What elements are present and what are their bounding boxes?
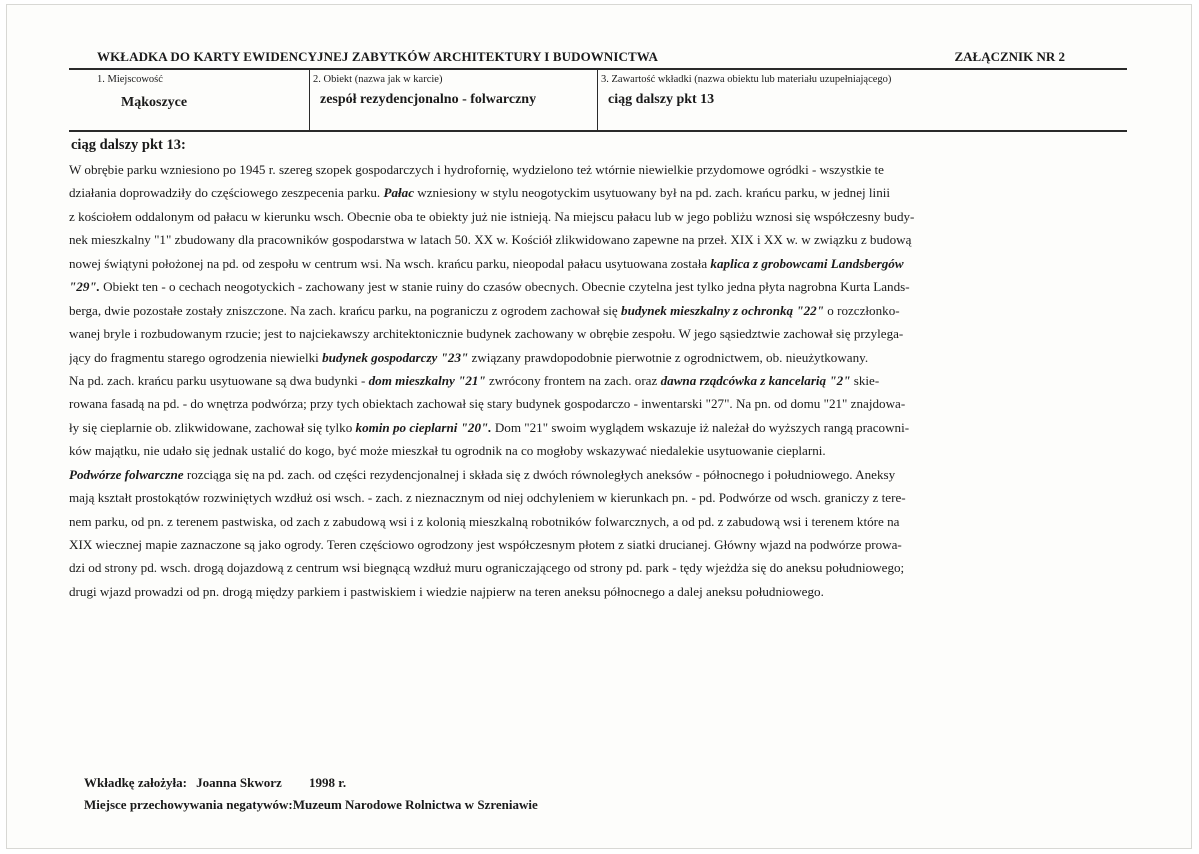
- locality-value: Mąkoszyce: [121, 95, 188, 110]
- content-field: [597, 70, 1127, 130]
- body-line: W obrębie parku wzniesiono po 1945 r. szereg szopek gospodarczych i hydrofornię, wydzielono też wtórnie niewielkie przydomowe ogródki - wszystkie te: [69, 162, 884, 177]
- document-header: [69, 49, 1127, 69]
- body-line: ków majątku, nie udało się jednak ustalić do kogo, być może mieszkał tu ogrodnik na co mogłoby wskazywać niedalekie usytuowanie cieplarni.: [69, 443, 826, 459]
- author-name: Joanna Skworz: [196, 775, 282, 790]
- locality-label: 1. Miejscowość: [97, 74, 163, 85]
- annex-number: ZAŁĄCZNIK NR 2: [954, 49, 1065, 64]
- form-fields-row: [69, 70, 1127, 130]
- emphasis-chimney: komin po cieplarni "20".: [355, 419, 492, 435]
- body-line: działania doprowadziły do częściowego zeszpecenia parku. Pałac wzniesiony w stylu neogotyckim usytuowany był na pd. zach. krańcu parku, w jednej linii: [69, 185, 891, 201]
- storage-line: [84, 794, 538, 816]
- emphasis-building-22: budynek mieszkalny z ochronką "22": [621, 302, 824, 318]
- document-footer: [84, 772, 538, 816]
- content-label: 3. Zawartość wkładki (nazwa obiektu lub materiału uzupełniającego): [601, 74, 892, 85]
- body-line: drugi wjazd prowadzi od pn. drogą między parkiem i pastwiskiem i wiedzie najpierw na teren aneksu północnego a dalej aneksu południowego.: [69, 583, 824, 599]
- locality-field: [69, 70, 309, 130]
- author-year: 1998 r.: [309, 775, 347, 790]
- emphasis-chapel: kaplica z grobowcami Landsbergów: [710, 255, 904, 271]
- body-line: Na pd. zach. krańcu parku usytuowane są dwa budynki - dom mieszkalny "21" zwrócony frontem na zach. oraz dawna rządcówka z kancelarią "2" skie-: [69, 372, 880, 388]
- emphasis-house-21: dom mieszkalny "21": [368, 372, 486, 388]
- body-text: [69, 158, 1141, 603]
- continuation-heading: ciąg dalszy pkt 13:: [71, 137, 186, 153]
- object-value: zespół rezydencjonalno - folwarczny: [320, 92, 537, 107]
- body-line: wanej bryle i rozbudowanym rzucie; jest to najciekawszy architektonicznie budynek zachowany w obrębie zespołu. W jego sąsiedztwie zachował się przylega-: [69, 326, 904, 342]
- body-line: nowej świątyni położonej na pd. od zespołu w centrum wsi. Na wsch. krańcu parku, nieopodal pałacu usytuowana została kaplica z grobowcami Landsbergów: [69, 255, 904, 271]
- body-line: "29". Obiekt ten - o cechach neogotyckich - zachowany jest w stanie ruiny do czasów obecnych. Obecnie czytelna jest tylko jedna płyta nagrobna Kurta Lands-: [69, 279, 910, 295]
- storage-label: Miejsce przechowywania negatywów:: [84, 797, 293, 812]
- emphasis-steward-house: dawna rządcówka z kancelarią "2": [660, 372, 851, 388]
- emphasis-palace: Pałac: [383, 185, 415, 201]
- body-line: Podwórze folwarczne rozciąga się na pd. zach. od części rezydencjonalnej i składa się z dwóch równoległych aneksów - północnego i południowego. Aneksy: [69, 466, 896, 482]
- body-line: berga, dwie pozostałe zostały zniszczone. Na zach. krańcu parku, na pograniczu z ogrodem zachował się budynek mieszkalny z ochronką "22" o rozczłonko-: [69, 302, 900, 318]
- body-line: nem parku, od pn. z terenem pastwiska, od zach z zabudową wsi i z kolonią mieszkalną robotników folwarcznych, a od pd. z zabudową wsi i terenem które na: [69, 513, 900, 529]
- body-line: rowana fasadą na pd. - do wnętrza podwórza; przy tych obiektach zachował się stary budynek gospodarczo - inwentarski "27". Na pn. od domu "21" znajdowa-: [69, 396, 906, 412]
- content-value: ciąg dalszy pkt 13: [608, 92, 715, 107]
- document-title: WKŁADKA DO KARTY EWIDENCYJNEJ ZABYTKÓW ARCHITEKTURY I BUDOWNICTWA: [97, 49, 658, 64]
- body-line: nek mieszkalny "1" zbudowany dla pracowników gospodarstwa w latach 50. XX w. Kościół zlikwidowano zapewne na przeł. XIX i XX w. w związku z budową: [69, 232, 912, 248]
- author-label: Wkładkę założyła:: [84, 775, 187, 790]
- body-line: z kościołem oddalonym od pałacu w kierunku wsch. Obecnie oba te obiekty już nie istnieją. Na miejscu pałacu lub w jego pobliżu wznosi się współczesny budy-: [69, 208, 915, 224]
- object-field: [309, 70, 597, 130]
- emphasis-building-23: budynek gospodarczy "23": [322, 349, 469, 365]
- emphasis-chapel-number: "29".: [69, 279, 100, 295]
- author-line: [84, 772, 538, 794]
- document-sheet: [6, 4, 1192, 849]
- object-label: 2. Obiekt (nazwa jak w karcie): [313, 74, 443, 85]
- body-line: dzi od strony pd. wsch. drogą dojazdową z centrum wsi biegnącą wzdłuż muru ograniczającego od strony pd. park - tędy wjeżdża się do aneksu południowego;: [69, 560, 905, 576]
- emphasis-farmyard: Podwórze folwarczne: [69, 466, 184, 482]
- body-line: ły się cieplarnie ob. zlikwidowane, zachował się tylko komin po cieplarni "20". Dom "21" swoim wyglądem wskazuje iż należał do wyższych rangą pracowni-: [69, 419, 910, 435]
- header-rule-bottom: [69, 130, 1127, 132]
- body-line: jący do fragmentu starego ogrodzenia niewielki budynek gospodarczy "23" związany prawdopodobnie pierwotnie z ogrodnictwem, ob. nieużytkowany.: [69, 349, 869, 365]
- body-line: XIX wiecznej mapie zaznaczone są jako ogrody. Teren częściowo ogrodzony jest współczesnym płotem z siatki drucianej. Główny wjazd na podwórze prowa-: [69, 537, 902, 552]
- body-line: mają kształt prostokątów rozwiniętych wzdłuż osi wsch. - zach. z nieznacznym od niej odchyleniem w kierunkach pn. - pd. Podwórze od wsch. graniczy z tere-: [69, 490, 906, 506]
- storage-value: Muzeum Narodowe Rolnictwa w Szreniawie: [292, 797, 538, 812]
